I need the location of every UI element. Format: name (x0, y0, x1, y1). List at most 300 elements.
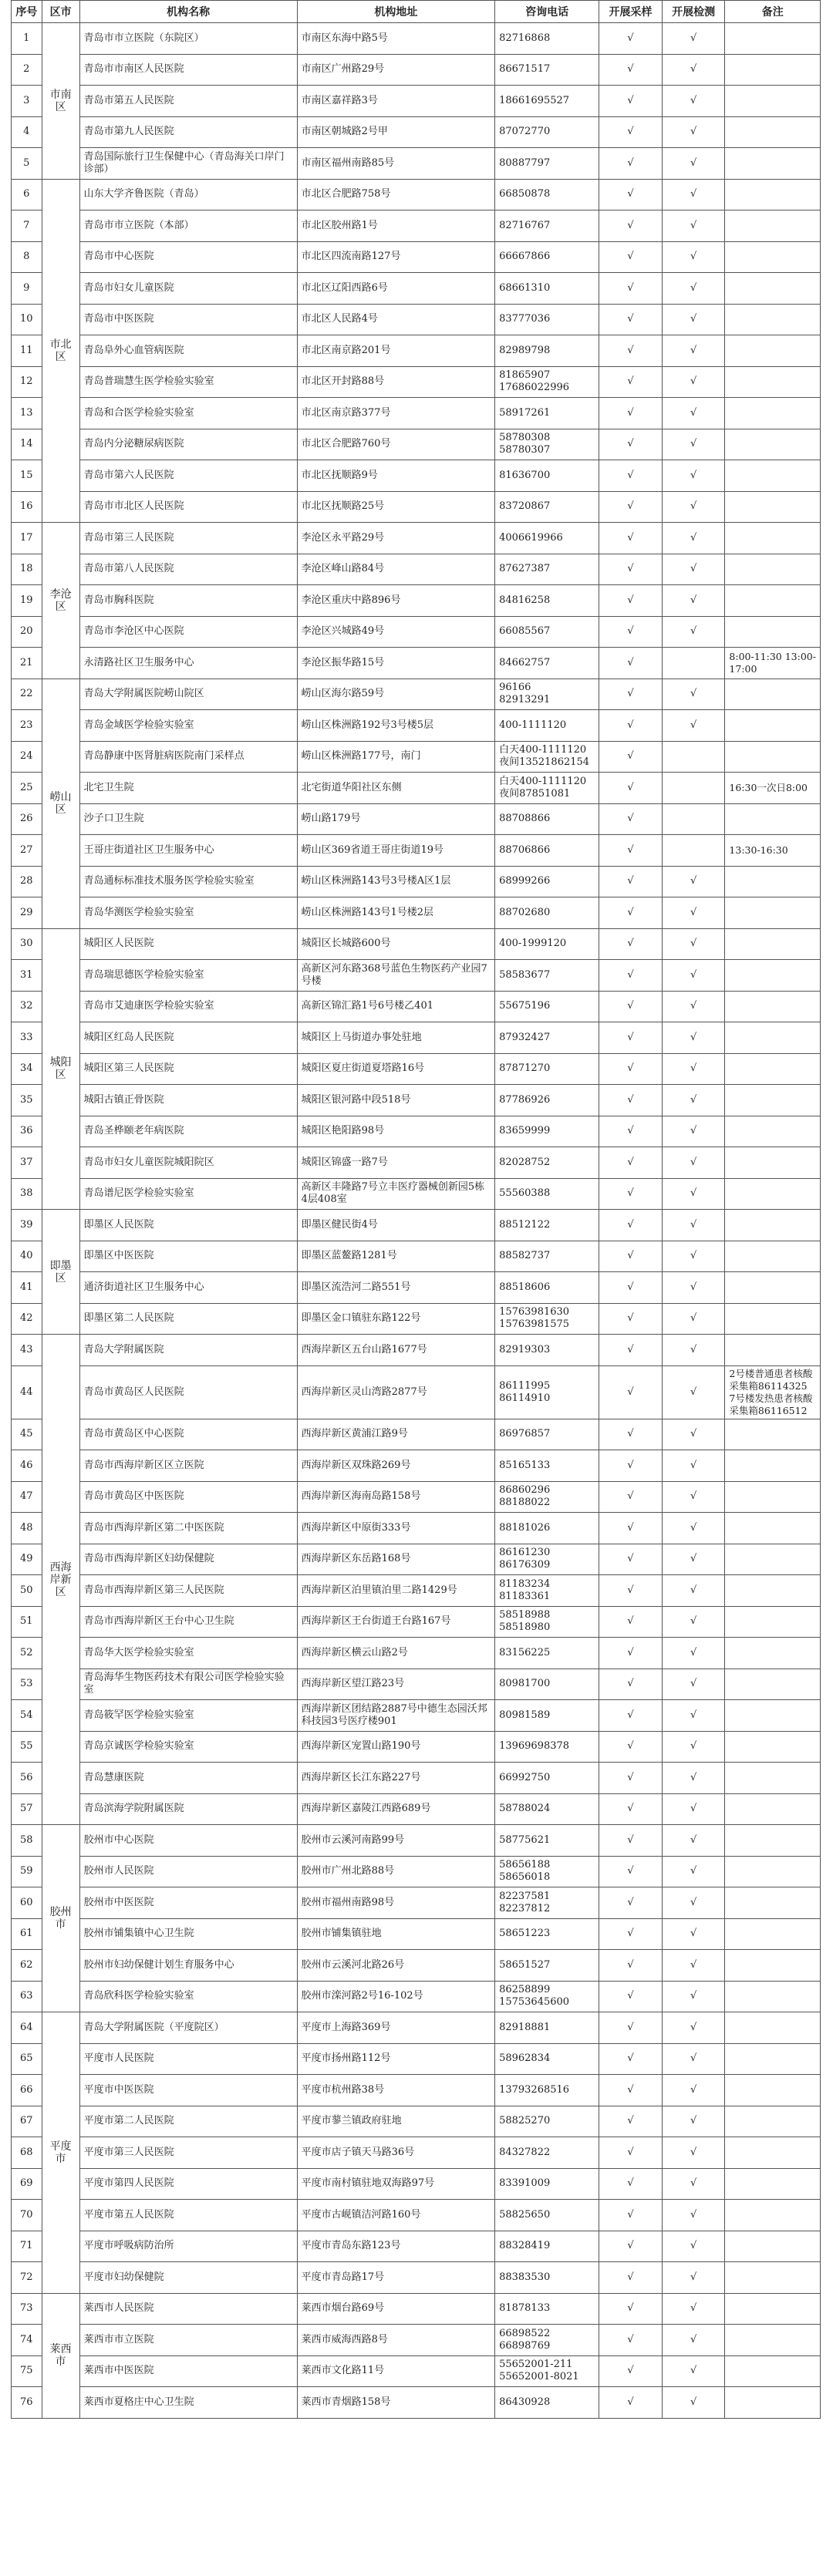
institution-address: 西海岸新区东岳路168号 (297, 1544, 494, 1575)
remark (725, 1669, 821, 1700)
district-cell: 李沧区 (42, 523, 79, 679)
testing-check: √ (662, 2387, 725, 2419)
institution-name: 青岛谱尼医学检验实验室 (79, 1178, 297, 1210)
sampling-check: √ (599, 1731, 663, 1763)
testing-check: √ (662, 1419, 725, 1450)
header-cell: 序号 (12, 1, 42, 23)
table-row (12, 2106, 821, 2137)
remark (725, 2075, 821, 2106)
testing-check: √ (662, 866, 725, 897)
remark (725, 2293, 821, 2325)
table-row (12, 741, 821, 773)
phone-number: 58780308 58780307 (495, 429, 599, 460)
testing-check: √ (662, 23, 725, 55)
table-row (12, 1178, 821, 1210)
table-row (12, 1763, 821, 1794)
header-cell: 区市 (42, 1, 79, 23)
institution-name: 永清路社区卫生服务中心 (79, 648, 297, 679)
row-number: 8 (12, 241, 42, 273)
institution-name: 青岛金域医学检验实验室 (79, 710, 297, 742)
institution-name: 城阳区第三人民医院 (79, 1053, 297, 1085)
remark (725, 1763, 821, 1794)
header-cell: 开展检测 (662, 1, 725, 23)
phone-number: 82237581 82237812 (495, 1887, 599, 1919)
sampling-check: √ (599, 304, 663, 335)
institution-address: 平度市南村镇驻地双海路97号 (297, 2168, 494, 2200)
table-row (12, 1793, 821, 1825)
row-number: 10 (12, 304, 42, 335)
remark (725, 241, 821, 273)
institution-name: 青岛市第九人民医院 (79, 116, 297, 148)
table-row (12, 1700, 821, 1732)
testing-check: √ (662, 1918, 725, 1950)
sampling-check: √ (599, 616, 663, 648)
sampling-check: √ (599, 1887, 663, 1919)
phone-number: 87627387 (495, 554, 599, 585)
phone-number: 88708866 (495, 803, 599, 835)
row-number: 66 (12, 2075, 42, 2106)
sampling-check: √ (599, 679, 663, 710)
row-number: 21 (12, 648, 42, 679)
row-number: 35 (12, 1085, 42, 1116)
testing-check: √ (662, 241, 725, 273)
testing-check: √ (662, 616, 725, 648)
remark (725, 1116, 821, 1147)
remark (725, 803, 821, 835)
row-number: 14 (12, 429, 42, 460)
institution-name: 青岛市黄岛区中心医院 (79, 1419, 297, 1450)
table-row (12, 554, 821, 585)
institution-name: 青岛市西海岸新区妇幼保健院 (79, 1544, 297, 1575)
institution-address: 崂山区株洲路192号3号楼5层 (297, 710, 494, 742)
institution-address: 西海岸新区长江东路227号 (297, 1763, 494, 1794)
testing-check: √ (662, 1022, 725, 1054)
remark (725, 1053, 821, 1085)
table-row (12, 1147, 821, 1179)
row-number: 76 (12, 2387, 42, 2419)
row-number: 71 (12, 2231, 42, 2262)
phone-number: 86430928 (495, 2387, 599, 2419)
institution-name: 青岛市黄岛区中医医院 (79, 1481, 297, 1513)
table-row (12, 366, 821, 398)
table-row (12, 1575, 821, 1607)
sampling-check: √ (599, 1793, 663, 1825)
institution-address: 崂山区369省道王哥庄街道19号 (297, 835, 494, 867)
institution-name: 青岛京诚医学检验实验室 (79, 1731, 297, 1763)
institution-name: 青岛圣桦颐老年病医院 (79, 1116, 297, 1147)
sampling-check: √ (599, 1147, 663, 1179)
remark (725, 1178, 821, 1210)
row-number: 11 (12, 335, 42, 367)
row-number: 26 (12, 803, 42, 835)
table-row (12, 1887, 821, 1919)
row-number: 65 (12, 2043, 42, 2075)
sampling-check: √ (599, 928, 663, 960)
remark (725, 1856, 821, 1887)
table-row (12, 803, 821, 835)
testing-check: √ (662, 2200, 725, 2231)
phone-number: 66850878 (495, 179, 599, 210)
testing-check (662, 773, 725, 804)
remark (725, 116, 821, 148)
institution-address: 城阳区银河路中段518号 (297, 1085, 494, 1116)
institution-address: 城阳区艳阳路98号 (297, 1116, 494, 1147)
sampling-check: √ (599, 241, 663, 273)
sampling-check: √ (599, 2043, 663, 2075)
table-row (12, 2137, 821, 2169)
institution-name: 青岛市西海岸新区第三人民医院 (79, 1575, 297, 1607)
institution-address: 莱西市烟台路69号 (297, 2293, 494, 2325)
testing-check: √ (662, 1116, 725, 1147)
remark (725, 2106, 821, 2137)
table-row (12, 54, 821, 86)
institution-address: 即墨区金口镇驻东路122号 (297, 1303, 494, 1335)
testing-check: √ (662, 1085, 725, 1116)
sampling-check: √ (599, 1918, 663, 1950)
table-row (12, 1241, 821, 1272)
phone-number: 83777036 (495, 304, 599, 335)
testing-check: √ (662, 1365, 725, 1419)
testing-check: √ (662, 991, 725, 1022)
sampling-check: √ (599, 429, 663, 460)
phone-number: 88702680 (495, 897, 599, 929)
phone-number: 84662757 (495, 648, 599, 679)
phone-number: 66667866 (495, 241, 599, 273)
table-row (12, 116, 821, 148)
sampling-check: √ (599, 1544, 663, 1575)
institution-address: 胶州市云溪河南路99号 (297, 1825, 494, 1857)
sampling-check: √ (599, 2355, 663, 2387)
phone-number: 88328419 (495, 2231, 599, 2262)
sampling-check: √ (599, 86, 663, 117)
sampling-check: √ (599, 897, 663, 929)
remark (725, 679, 821, 710)
institution-address: 平度市扬州路112号 (297, 2043, 494, 2075)
table-row (12, 1669, 821, 1700)
row-number: 59 (12, 1856, 42, 1887)
remark: 8:00-11:30 13:00-17:00 (725, 648, 821, 679)
testing-check: √ (662, 1544, 725, 1575)
institution-address: 西海岸新区灵山湾路2877号 (297, 1365, 494, 1419)
row-number: 49 (12, 1544, 42, 1575)
institution-address: 崂山路179号 (297, 803, 494, 835)
phone-number: 87786926 (495, 1085, 599, 1116)
table-row (12, 2168, 821, 2200)
sampling-check: √ (599, 2293, 663, 2325)
phone-number: 55652001-211 55652001-8021 (495, 2355, 599, 2387)
sampling-check: √ (599, 1825, 663, 1857)
row-number: 12 (12, 366, 42, 398)
phone-number: 58917261 (495, 398, 599, 429)
table-row (12, 2387, 821, 2419)
remark (725, 304, 821, 335)
institution-name: 通济街道社区卫生服务中心 (79, 1272, 297, 1304)
table-row (12, 179, 821, 210)
remark: 2号楼普通患者核酸采集箱86114325 7号楼发热患者核酸采集箱86116512 (725, 1365, 821, 1419)
phone-number: 86976857 (495, 1419, 599, 1450)
sampling-check: √ (599, 2200, 663, 2231)
phone-number: 82716767 (495, 210, 599, 242)
table-row (12, 1856, 821, 1887)
institution-name: 青岛大学附属医院（平度院区） (79, 2012, 297, 2044)
remark (725, 616, 821, 648)
sampling-check: √ (599, 116, 663, 148)
phone-number: 96166 82913291 (495, 679, 599, 710)
institution-name: 平度市第三人民医院 (79, 2137, 297, 2169)
testing-check: √ (662, 2106, 725, 2137)
remark (725, 1022, 821, 1054)
testing-check: √ (662, 2293, 725, 2325)
phone-number: 58656188 58656018 (495, 1856, 599, 1887)
institution-address: 即墨区流浩河二路551号 (297, 1272, 494, 1304)
institution-name: 青岛市妇女儿童医院 (79, 273, 297, 305)
remark (725, 366, 821, 398)
row-number: 40 (12, 1241, 42, 1272)
row-number: 75 (12, 2355, 42, 2387)
row-number: 6 (12, 179, 42, 210)
institution-name: 胶州市铺集镇中心卫生院 (79, 1918, 297, 1950)
institution-name: 青岛瑞思德医学检验实验室 (79, 960, 297, 992)
table-row (12, 523, 821, 554)
remark (725, 2387, 821, 2419)
testing-check: √ (662, 1147, 725, 1179)
institution-name: 青岛静康中医肾脏病医院南门采样点 (79, 741, 297, 773)
institution-address: 市北区抚顺路25号 (297, 491, 494, 523)
table-row (12, 1272, 821, 1304)
row-number: 24 (12, 741, 42, 773)
remark (725, 741, 821, 773)
remark (725, 179, 821, 210)
remark (725, 1950, 821, 1982)
remark (725, 1793, 821, 1825)
phone-number: 88706866 (495, 835, 599, 867)
testing-check: √ (662, 960, 725, 992)
remark (725, 960, 821, 992)
row-number: 47 (12, 1481, 42, 1513)
institution-address: 平度市杭州路38号 (297, 2075, 494, 2106)
testing-check: √ (662, 491, 725, 523)
table-row (12, 460, 821, 492)
sampling-check: √ (599, 1700, 663, 1732)
remark (725, 335, 821, 367)
row-number: 45 (12, 1419, 42, 1450)
testing-check: √ (662, 1335, 725, 1366)
institution-name: 青岛阜外心血管病医院 (79, 335, 297, 367)
institution-name: 青岛欣科医学检验实验室 (79, 1981, 297, 2012)
remark (725, 210, 821, 242)
sampling-check: √ (599, 1419, 663, 1450)
row-number: 43 (12, 1335, 42, 1366)
table-row (12, 1419, 821, 1450)
testing-check: √ (662, 366, 725, 398)
institution-address: 崂山区株洲路177号，南门 (297, 741, 494, 773)
institution-name: 沙子口卫生院 (79, 803, 297, 835)
testing-check: √ (662, 86, 725, 117)
testing-check: √ (662, 710, 725, 742)
testing-check: √ (662, 1950, 725, 1982)
row-number: 17 (12, 523, 42, 554)
remark (725, 148, 821, 180)
row-number: 67 (12, 2106, 42, 2137)
remark (725, 554, 821, 585)
institution-name: 胶州市人民医院 (79, 1856, 297, 1887)
sampling-check: √ (599, 866, 663, 897)
row-number: 23 (12, 710, 42, 742)
header-cell: 开展采样 (599, 1, 663, 23)
phone-number: 88512122 (495, 1210, 599, 1241)
sampling-check: √ (599, 1856, 663, 1887)
remark (725, 2012, 821, 2044)
institution-address: 西海岸新区中原街333号 (297, 1513, 494, 1544)
remark (725, 273, 821, 305)
phone-number: 80981589 (495, 1700, 599, 1732)
institution-address: 市北区辽阳西路6号 (297, 273, 494, 305)
table-row (12, 2200, 821, 2231)
row-number: 64 (12, 2012, 42, 2044)
remark (725, 1638, 821, 1669)
phone-number: 81183234 81183361 (495, 1575, 599, 1607)
row-number: 73 (12, 2293, 42, 2325)
row-number: 19 (12, 585, 42, 617)
row-number: 55 (12, 1731, 42, 1763)
table-row (12, 2043, 821, 2075)
row-number: 60 (12, 1887, 42, 1919)
remark (725, 1210, 821, 1241)
row-number: 46 (12, 1450, 42, 1482)
phone-number: 13969698378 (495, 1731, 599, 1763)
table-row (12, 710, 821, 742)
phone-number: 87072770 (495, 116, 599, 148)
table-row (12, 1303, 821, 1335)
sampling-check: √ (599, 741, 663, 773)
table-row (12, 148, 821, 180)
district-cell: 即墨区 (42, 1210, 79, 1335)
institution-name: 青岛市第五人民医院 (79, 86, 297, 117)
institution-name: 平度市第二人民医院 (79, 2106, 297, 2137)
institution-name: 青岛海华生物医药技术有限公司医学检验实验室 (79, 1669, 297, 1700)
institution-address: 西海岸新区横云山路2号 (297, 1638, 494, 1669)
row-number: 56 (12, 1763, 42, 1794)
remark (725, 1606, 821, 1638)
institution-address: 北宅街道华阳社区东侧 (297, 773, 494, 804)
table-row (12, 1450, 821, 1482)
sampling-check: √ (599, 585, 663, 617)
institution-name: 莱西市夏格庄中心卫生院 (79, 2387, 297, 2419)
institution-name: 平度市第四人民医院 (79, 2168, 297, 2200)
institution-address: 市北区四流南路127号 (297, 241, 494, 273)
testing-check: √ (662, 1450, 725, 1482)
remark (725, 1147, 821, 1179)
phone-number: 55675196 (495, 991, 599, 1022)
remark (725, 1918, 821, 1950)
table-row (12, 2012, 821, 2044)
district-cell: 莱西市 (42, 2293, 79, 2418)
remark (725, 86, 821, 117)
row-number: 37 (12, 1147, 42, 1179)
table-row (12, 86, 821, 117)
institution-address: 莱西市青烟路158号 (297, 2387, 494, 2419)
institution-address: 平度市青岛路17号 (297, 2262, 494, 2294)
institution-name: 青岛市市立医院（本部） (79, 210, 297, 242)
institution-address: 城阳区长城路600号 (297, 928, 494, 960)
row-number: 33 (12, 1022, 42, 1054)
district-cell: 市南区 (42, 23, 79, 180)
institution-address: 李沧区重庆中路896号 (297, 585, 494, 617)
phone-number: 80887797 (495, 148, 599, 180)
institution-address: 即墨区蓝鳌路1281号 (297, 1241, 494, 1272)
sampling-check: √ (599, 2137, 663, 2169)
testing-check: √ (662, 679, 725, 710)
sampling-check: √ (599, 398, 663, 429)
testing-check: √ (662, 1481, 725, 1513)
institution-address: 李沧区峰山路84号 (297, 554, 494, 585)
phone-number: 85165133 (495, 1450, 599, 1482)
phone-number: 82716868 (495, 23, 599, 55)
sampling-check: √ (599, 1335, 663, 1366)
phone-number: 83391009 (495, 2168, 599, 2200)
sampling-check: √ (599, 1481, 663, 1513)
institution-name: 青岛市中心医院 (79, 241, 297, 273)
phone-number: 86860296 88188022 (495, 1481, 599, 1513)
phone-number: 82919303 (495, 1335, 599, 1366)
remark (725, 1887, 821, 1919)
row-number: 20 (12, 616, 42, 648)
institution-name: 莱西市人民医院 (79, 2293, 297, 2325)
row-number: 28 (12, 866, 42, 897)
testing-check: √ (662, 335, 725, 367)
table-row (12, 1918, 821, 1950)
testing-check: √ (662, 1053, 725, 1085)
row-number: 4 (12, 116, 42, 148)
testing-check: √ (662, 1303, 725, 1335)
sampling-check: √ (599, 835, 663, 867)
table-row (12, 585, 821, 617)
row-number: 32 (12, 991, 42, 1022)
row-number: 52 (12, 1638, 42, 1669)
row-number: 74 (12, 2325, 42, 2356)
table-row (12, 1544, 821, 1575)
institution-name: 青岛华大医学检验实验室 (79, 1638, 297, 1669)
table-row (12, 241, 821, 273)
remark (725, 2231, 821, 2262)
row-number: 62 (12, 1950, 42, 1982)
sampling-check: √ (599, 1303, 663, 1335)
institution-name: 平度市中医医院 (79, 2075, 297, 2106)
row-number: 13 (12, 398, 42, 429)
testing-check: √ (662, 1981, 725, 2012)
testing-check: √ (662, 1638, 725, 1669)
row-number: 48 (12, 1513, 42, 1544)
testing-check: √ (662, 2262, 725, 2294)
institution-address: 西海岸新区五台山路1677号 (297, 1335, 494, 1366)
institution-address: 高新区锦汇路1号6号楼乙401 (297, 991, 494, 1022)
remark (725, 1513, 821, 1544)
sampling-check: √ (599, 1450, 663, 1482)
institution-address: 莱西市文化路11号 (297, 2355, 494, 2387)
table-row (12, 1210, 821, 1241)
institution-name: 青岛市第八人民医院 (79, 554, 297, 585)
remark (725, 1700, 821, 1732)
phone-number: 13793268516 (495, 2075, 599, 2106)
institution-address: 胶州市铺集镇驻地 (297, 1918, 494, 1950)
phone-number: 18661695527 (495, 86, 599, 117)
phone-number: 87932427 (495, 1022, 599, 1054)
institution-address: 市北区人民路4号 (297, 304, 494, 335)
remark (725, 1241, 821, 1272)
district-cell: 平度市 (42, 2012, 79, 2294)
sampling-check: √ (599, 1513, 663, 1544)
row-number: 15 (12, 460, 42, 492)
